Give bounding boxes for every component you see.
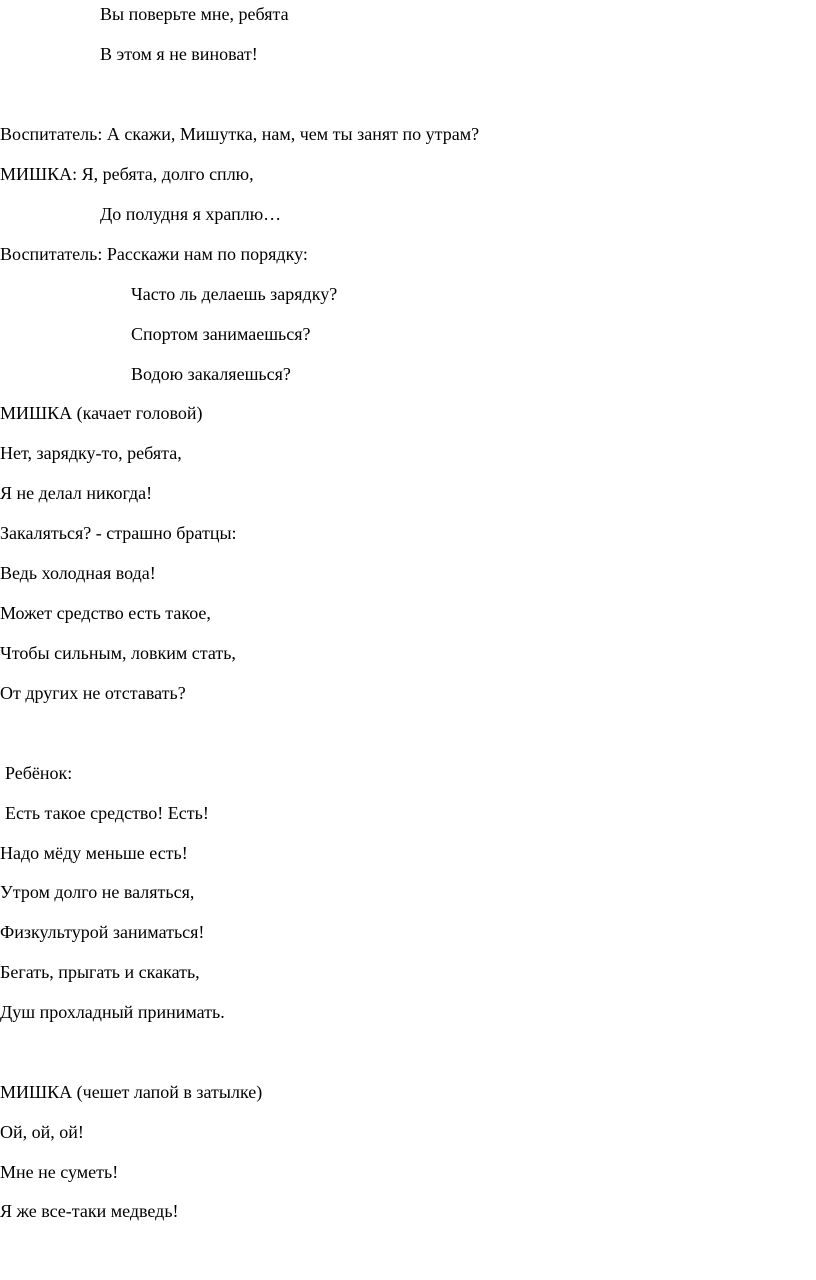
text-line: Воспитатель: А скажи, Мишутка, нам, чем ты занят по утрам? [0, 124, 480, 144]
text-line: Надо мёду меньше есть! [0, 843, 188, 863]
text-line: Мне не суметь! [0, 1162, 119, 1182]
text-line: Душ прохладный принимать. [0, 1002, 225, 1022]
text-line: Часто ль делаешь зарядку? [131, 284, 338, 304]
text-line: Водою закаляешься? [131, 364, 291, 384]
text-line: От других не отставать? [0, 683, 186, 703]
text-line: Закаляться? - страшно братцы: [0, 523, 237, 543]
text-line: Нет, зарядку-то, ребята, [0, 443, 182, 463]
text-line: Я же все-таки медведь! [0, 1201, 179, 1221]
text-line: Может средство есть такое, [0, 603, 211, 623]
text-line: Ой, ой, ой! [0, 1122, 84, 1142]
text-line: Ребёнок: [5, 763, 73, 783]
text-line: МИШКА (чешет лапой в затылке) [0, 1082, 263, 1102]
text-line: Утром долго не валяться, [0, 882, 195, 902]
text-line: Воспитатель: Расскажи нам по порядку: [0, 244, 308, 264]
text-line: До полудня я храплю… [100, 204, 282, 224]
text-line: Есть такое средство! Есть! [5, 803, 209, 823]
text-line: МИШКА: Я, ребята, долго сплю, [0, 164, 254, 184]
text-line: Я не делал никогда! [0, 483, 153, 503]
text-line: В этом я не виноват! [100, 44, 258, 64]
text-line: Чтобы сильным, ловким стать, [0, 643, 236, 663]
text-line: Бегать, прыгать и скакать, [0, 962, 200, 982]
text-line: Физкультурой заниматься! [0, 922, 205, 942]
text-line: Спортом занимаешься? [131, 324, 311, 344]
text-line: МИШКА (качает головой) [0, 403, 203, 423]
text-line: Ведь холодная вода! [0, 563, 156, 583]
text-line: Вы поверьте мне, ребята [100, 4, 289, 24]
